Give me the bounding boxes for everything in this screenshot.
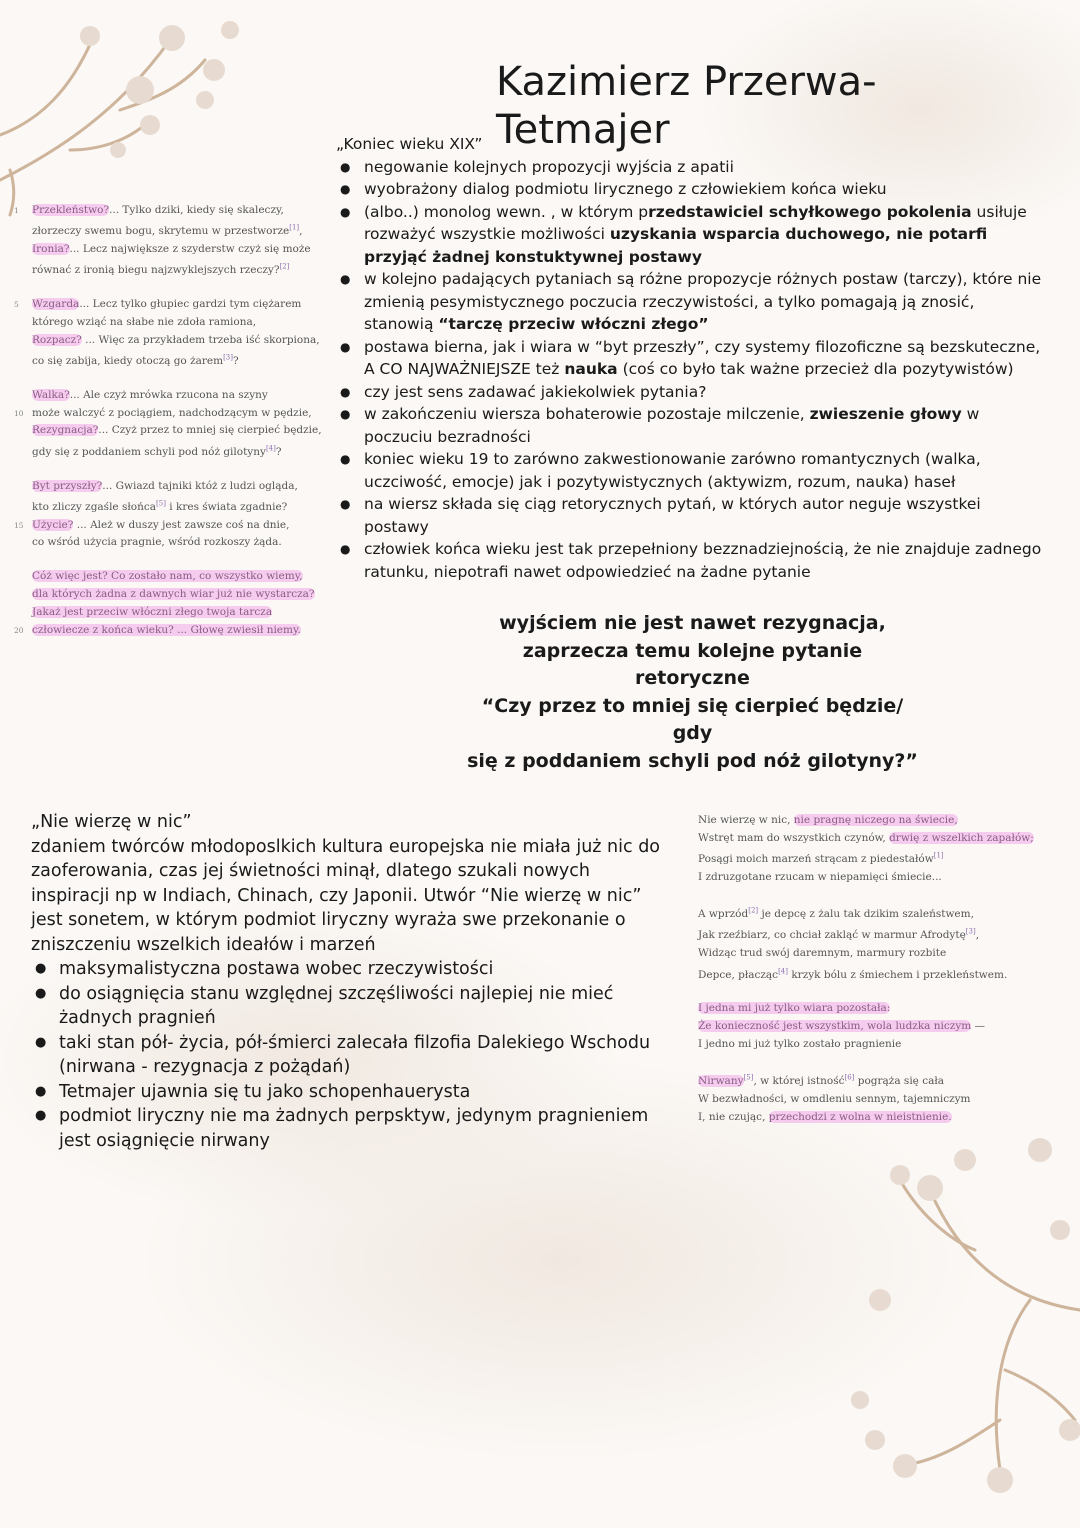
poem-line-text: co się zabija, kiedy otoczą go żarem[3]? [32,353,239,368]
poem-line [14,314,330,332]
poem-line-text: I zdruzgotane rzucam w niepamięci śmiecie... [698,870,942,883]
poem-line-text: Depce, płacząc[4] krzyk bólu z śmiechem i przekleństwem. [698,967,1008,981]
poem-line [698,812,1043,830]
poem-line [14,568,330,586]
poem-stanza [14,202,330,280]
poem-line-text: którego wziąć na słabe nie zdoła ramiona, [32,315,257,328]
poem-line-text: Jakaż jest przeciw włóczni złego twoja tarcza [32,605,273,618]
poem-line [14,495,330,516]
poem-stanza [698,903,1043,985]
bullet-item: ● na wiersz składa się ciąg retorycznych pytań, w których autor neguje wszystkei postawy [364,493,1048,538]
poem-line [698,869,1043,887]
poem-line-text: Że konieczność jest wszystkim, wola ludzka niczym — [698,1020,986,1033]
blossoms-top-left [80,21,239,158]
poem-nie-wierze-excerpt [698,812,1043,1143]
callout-line: wyjściem nie jest nawet rezygnacja, [499,612,886,634]
poem-line-text: złorzeczy swemu bogu, skrytemu w przestworze[1], [32,223,303,238]
poem-line-text: Użycie? ... Ależ w duszy jest zawsze coś na dnie, [32,518,290,531]
poem-line [14,604,330,622]
poem-line [698,1000,1043,1018]
poem-line [14,622,330,640]
poem-line [14,478,330,496]
bullet-item: ● maksymalistyczna postawa wobec rzeczywistości [59,957,661,982]
bullet-list [31,957,661,1153]
poem-line [14,241,330,259]
callout-line: “Czy przez to mniej się cierpieć będzie/ gdy [481,694,904,744]
poem-line-text: Wzgarda... Lecz tylko głupiec gardzi tym ciężarem [32,298,302,311]
poem-line [698,1109,1043,1127]
poem-line-text: gdy się z poddaniem schyli pod nóż gilotyny[4]? [32,444,282,458]
bullet-item: ● podmiot liryczny nie ma żadnych perpsktyw, jedynym pragnieniem jest osiągnięcie nirwany [59,1104,661,1153]
poem-line-text: Walka?... Ale czyż mrówka rzucona na szyny [32,388,268,401]
page-title: Kazimierz Przerwa- Tetmajer [496,59,877,153]
poem-stanza [14,568,330,639]
poem-stanza [698,1070,1043,1127]
section-koniec-wieku [336,133,1048,583]
poem-line [14,586,330,604]
bullet-item: ● czy jest sens zadawać jakiekolwiek pytania? [364,381,1048,404]
bullet-item: ● wyobrażony dialog podmiotu lirycznego z człowiekiem końca wieku [364,178,1048,201]
poem-line [14,440,330,461]
poem-line [698,945,1043,963]
poem-line [14,517,330,535]
bullet-item: ● (albo..) monolog wewn. , w którym przedstawiciel schyłkowego pokolenia usiłuje rozważyć wszystkie możliwości uzyskania wsparcia duchowego, nie potarfi przyjąć żadnej konstuktywnej postawy [364,201,1048,269]
poem-line-text: I jedna mi już tylko wiara pozostała: [698,1002,891,1015]
poem-line [698,903,1043,924]
poem-line-text: A wprzód[2] je depcę z żalu tak dzikim szaleństwem, [698,906,974,921]
poem-stanza [14,296,330,371]
poem-line-text: Widząc trud swój daremnym, marmury rozbite [698,947,947,960]
section-nie-wierze [31,810,661,1153]
poem-line [14,332,330,350]
poem-line-text: równać z ironią biegu najzwyklejszych rzeczy?[2] [32,262,290,277]
section-heading: „Koniec wieku XIX” [336,135,483,153]
poem-koniec-wieku-excerpt [14,202,330,655]
line-number: 20 [14,625,24,635]
poem-line [14,534,330,552]
section-heading: „Nie wierzę w nic” [31,812,192,832]
callout-line: się z poddaniem schyli pod nóż gilotyny?” [467,749,918,772]
poem-line [698,1091,1043,1109]
bullet-item: ● taki stan pół- życia, pół-śmierci zalecała filzofia Dalekiego Wschodu (nirwana - rezygnacja z pożądań) [59,1031,661,1080]
line-number: 15 [14,520,24,530]
line-number: 5 [14,300,19,310]
poem-line-text: może walczyć z pociągiem, nadchodzącym w pędzie, [32,406,312,419]
poem-line-text: Byt przyszły?... Gwiazd tajniki któż z ludzi ogląda, [32,479,298,492]
poem-line-text: człowiecze z końca wieku? ... Głowę zwiesił niemy. [32,623,301,636]
poem-line-text: W bezwładności, w omdleniu sennym, tajemniczym [698,1093,971,1106]
poem-line-text: kto zliczy zgaśle słońca[5] i kres świata zgadnie? [32,499,288,513]
poem-line-text: I, nie czując, przechodzi z wolna w nieistnienie. [698,1110,952,1123]
poem-stanza [698,1000,1043,1053]
bullet-item: ● negowanie kolejnych propozycji wyjścia z apatii [364,156,1048,179]
poem-line-text: I jedno mi już tylko zostało pragnienie [698,1037,902,1050]
poem-line [14,422,330,440]
poem-line [14,350,330,371]
bullet-item: ● w zakończeniu wiersza bohaterowie pozostaje milczenie, zwieszenie głowy w poczuciu bezradności [364,403,1048,448]
bullet-item: ● Tetmajer ujawnia się tu jako schopenhauerysta [59,1080,661,1105]
poem-line [698,848,1043,869]
poem-line [14,296,330,314]
poem-line [14,405,330,423]
poem-line-text: Rezygnacja?... Czyż przez to mniej się cierpieć będzie, [32,424,322,437]
poem-stanza [698,812,1043,887]
poem-stanza [14,478,330,553]
branch-top-left [0,40,205,215]
poem-line [698,1036,1043,1054]
bullet-item: ● człowiek końca wieku jest tak przepełniony bezznadziejnością, że nie znajduje zadnego ratunku, niepotrafi nawet odpowiedzieć na żadne pytanie [364,538,1048,583]
bullet-list [336,156,1048,584]
poem-line-text: Nie wierzę w nic, nie pragnę niczego na świecie, [698,814,958,826]
poem-line-text: Wstręt mam do wszystkich czynów, drwię z wszelkich zapałów; [698,831,1034,844]
poem-line [14,202,330,220]
poem-line [14,387,330,405]
poem-stanza [14,387,330,462]
poem-line-text: Cóż więc jest? Co zostało nam, co wszystko wiemy, [32,570,303,583]
poem-line-text: Posągi moich marzeń strącam z piedestałów[1] [698,851,944,866]
poem-line [14,259,330,280]
poem-line-text: Ironia?... Lecz największe z szyderstw czyż się może [32,243,311,256]
line-number: 10 [14,408,24,418]
poem-line [14,220,330,241]
poem-line [698,963,1043,984]
poem-line-text: Jak rzeźbiarz, co chciał zakląć w marmur Afrodytę[3], [698,927,980,942]
line-number: 1 [14,206,19,215]
callout-line: zaprzecza temu kolejne pytanie retoryczne [522,639,863,689]
poem-line [698,924,1043,945]
section-intro: zdaniem twórców młodoposlkich kultura europejska nie miała już nic do zaoferowania, czas jej świetności minął, dlatego szukali nowych inspiracji np w Indiach, Chinach, czy Japonii. Utwór “Nie wierzę w nic” jest sonetem, w którym podmiot liryczny wyraża swe przekonanie o zniszczeniu wszelkich ideałów i marzeń [31,836,661,955]
poem-line [698,1070,1043,1091]
poem-line-text: co wśród użycia pragnie, wśród rozkoszy żąda. [32,536,282,549]
poem-line-text: Nirwany[5], w której istność[6] pogrąża się cała [698,1073,945,1088]
bullet-item: ● koniec wieku 19 to zarówno zakwestionowanie zarówno romantycznych (walka, uczciwość, emocje) jak i pozytywistycznych (aktywizm, rozum, nauka) haseł [364,448,1048,493]
bullet-item: ● do osiągnięcia stanu względnej szczęśliwości najlepiej nie mieć żadnych pragnień [59,982,661,1031]
bullet-item: ● w kolejno padających pytaniach są różne propozycje różnych postaw (tarczy), które nie zmienią pesymistycznego poczucia rzeczywistości, a tylko pomagają ją znosić, stanowią “tarczę przeciw włóczni złego” [364,268,1048,336]
poem-line [698,1018,1043,1036]
callout-quote [465,610,920,775]
poem-line [698,830,1043,848]
poem-line-text: dla których żadna z dawnych wiar już nie wystarcza? [32,588,315,601]
bullet-item: ● postawa bierna, jak i wiara w “byt przeszły”, czy systemy filozoficzne są bezskuteczne, A CO NAJWAŻNIEJSZE też nauka (coś co było tak ważne przecież dla pozytywistów) [364,336,1048,381]
poem-line-text: Przekleństwo?... Tylko dziki, kiedy się skaleczy, [32,204,284,216]
poem-line-text: Rozpacz? ... Więc za przykładem trzeba iść skorpiona, [32,333,320,346]
